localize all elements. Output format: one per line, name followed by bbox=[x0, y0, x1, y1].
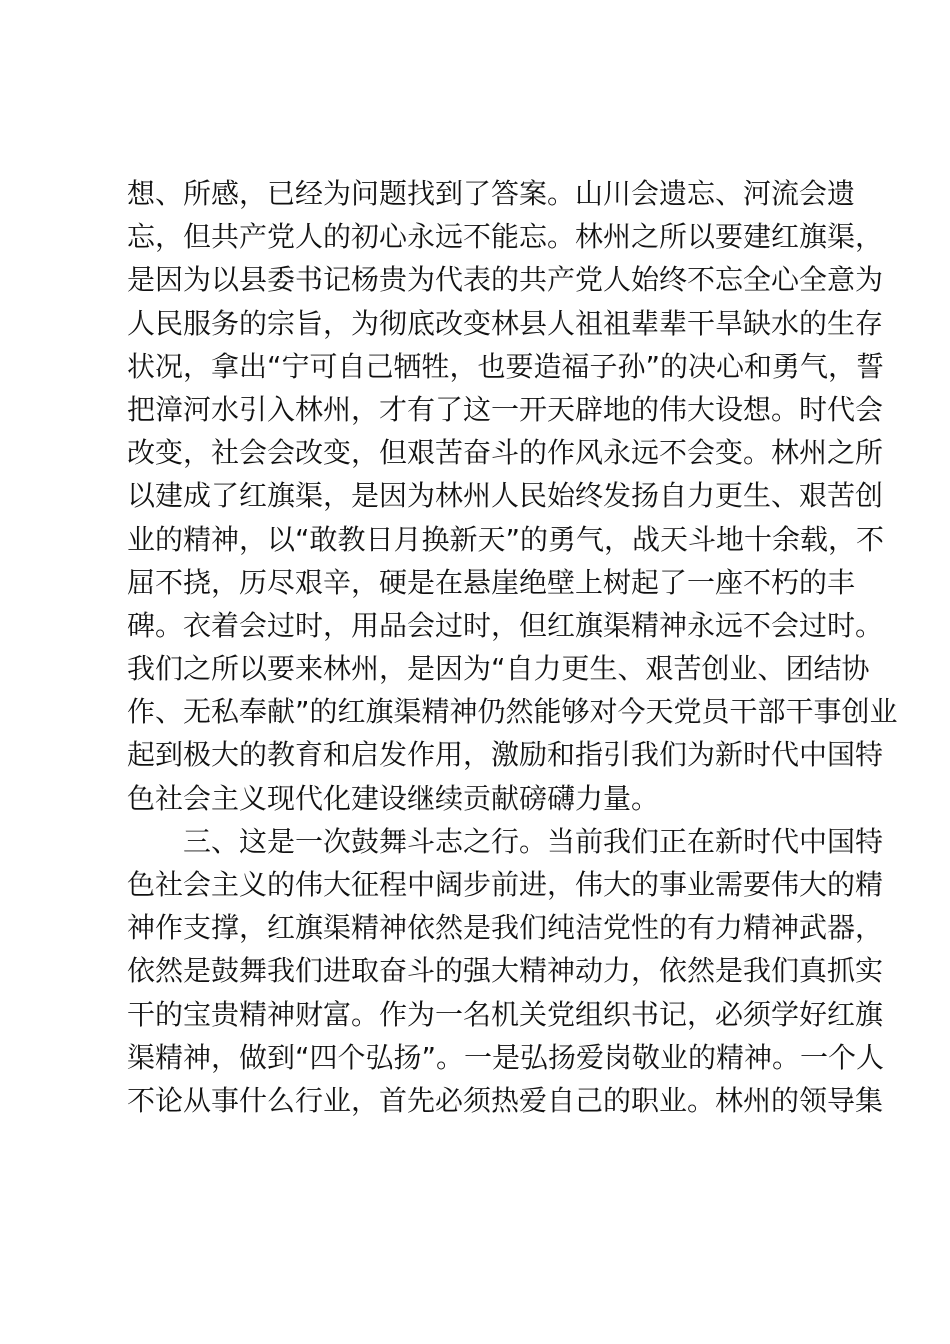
text-line: 依然是鼓舞我们进取奋斗的强大精神动力，依然是我们真抓实 bbox=[127, 954, 884, 988]
paragraph-2 bbox=[127, 820, 885, 1122]
paragraph-1 bbox=[127, 172, 898, 820]
text-line: 想、所感，已经为问题找到了答案。山川会遗忘、河流会遗 bbox=[127, 177, 856, 210]
text-line: 作、无私奉献”的红旗渠精神仍然能够对今天党员干部干事创业 bbox=[127, 695, 898, 729]
text-line: 是因为以县委书记杨贵为代表的共产党人始终不忘全心全意为 bbox=[127, 263, 884, 297]
text-line: 忘，但共产党人的初心永远不能忘。林州之所以要建红旗渠， bbox=[127, 220, 884, 254]
text-line: 屈不挠，历尽艰辛，硬是在悬崖绝壁上树起了一座不朽的丰 bbox=[127, 565, 856, 599]
body-text bbox=[127, 172, 898, 1122]
text-line: 渠精神，做到“四个弘扬”。一是弘扬爱岗敬业的精神。一个人 bbox=[127, 1040, 885, 1074]
text-line: 我们之所以要来林州，是因为“自力更生、艰苦创业、团结协 bbox=[127, 652, 870, 686]
text-line: 神作支撑，红旗渠精神依然是我们纯洁党性的有力精神武器， bbox=[127, 911, 884, 945]
text-line: 状况，拿出“宁可自己牺牲，也要造福子孙”的决心和勇气，誓 bbox=[127, 349, 885, 383]
text-line: 把漳河水引入林州，才有了这一开天辟地的伟大设想。时代会 bbox=[127, 392, 884, 426]
text-line: 三、这是一次鼓舞斗志之行。当前我们正在新时代中国特 bbox=[183, 824, 884, 858]
text-line: 以建成了红旗渠，是因为林州人民始终发扬自力更生、艰苦创 bbox=[127, 479, 884, 513]
text-line: 碑。衣着会过时，用品会过时，但红旗渠精神永远不会过时。 bbox=[127, 608, 884, 642]
text-line: 干的宝贵精神财富。作为一名机关党组织书记，必须学好红旗 bbox=[127, 997, 884, 1031]
text-line: 色社会主义现代化建设继续贡献磅礴力量。 bbox=[127, 781, 660, 815]
text-line: 业的精神，以“敢教日月换新天”的勇气，战天斗地十余载，不 bbox=[127, 522, 885, 556]
text-line: 起到极大的教育和启发作用，激励和指引我们为新时代中国特 bbox=[127, 738, 884, 772]
text-line: 不论从事什么行业，首先必须热爱自己的职业。林州的领导集 bbox=[127, 1083, 884, 1117]
text-line: 人民服务的宗旨，为彻底改变林县人祖祖辈辈干旱缺水的生存 bbox=[127, 306, 884, 340]
text-line: 色社会主义的伟大征程中阔步前进，伟大的事业需要伟大的精 bbox=[127, 868, 884, 901]
text-line: 改变，社会会改变，但艰苦奋斗的作风永远不会变。林州之所 bbox=[127, 436, 884, 470]
